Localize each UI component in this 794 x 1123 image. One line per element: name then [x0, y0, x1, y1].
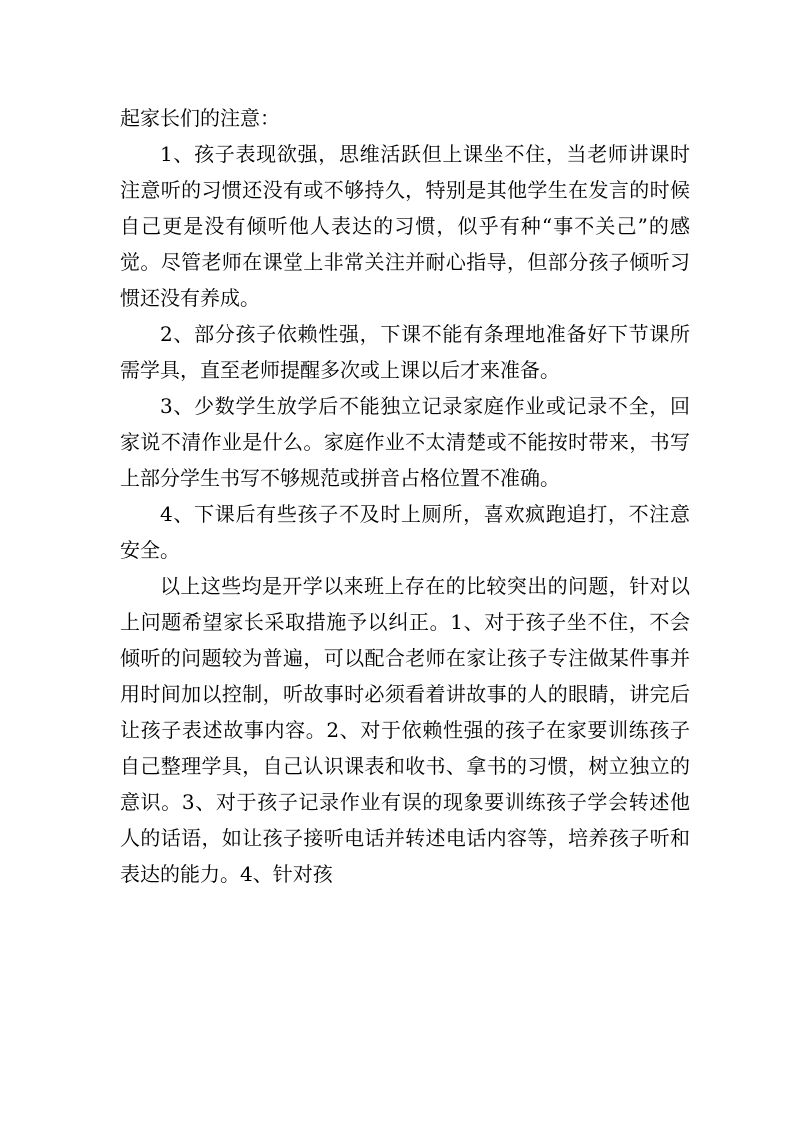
paragraph-summary: 以上这些均是开学以来班上存在的比较突出的问题，针对以上问题希望家长采取措施予以纠正。1、对于孩子坐不住，不会倾听的问题较为普遍，可以配合老师在家让孩子专注做某件事并用时间加以控制，听故事时必须看着讲故事的人的眼睛，讲完后让孩子表述故事内容。2、对于依赖性强的孩子在家要训练孩子自己整理学具，自己认识课表和收书、拿书的习惯，树立独立的意识。3、对于孩子记录作业有误的现象要训练孩子学会转述他人的话语，如让孩子接听电话并转述电话内容等，培养孩子听和表达的能力。4、针对孩 — [120, 574, 690, 886]
paragraph-item-2: 2、部分孩子依赖性强，下课不能有条理地准备好下节课所需学具，直至老师提醒多次或上课以后才来准备。 — [120, 322, 690, 382]
paragraph-item-3: 3、少数学生放学后不能独立记录家庭作业或记录不全，回家说不清作业是什么。家庭作业不太清楚或不能按时带来，书写上部分学生书写不够规范或拼音占格位置不准确。 — [120, 394, 690, 490]
paragraph-continuation: 起家长们的注意： — [120, 106, 280, 130]
paragraph-item-4: 4、下课后有些孩子不及时上厕所，喜欢疯跑追打，不注意安全。 — [120, 502, 690, 562]
paragraph-item-1: 1、孩子表现欲强，思维活跃但上课坐不住，当老师讲课时注意听的习惯还没有或不够持久，特别是其他学生在发言的时候自己更是没有倾听他人表达的习惯，似乎有种“事不关己”的感觉。尽管老师在课堂上非常关注并耐心指导，但部分孩子倾听习惯还没有养成。 — [120, 142, 690, 310]
document-body — [120, 100, 690, 892]
